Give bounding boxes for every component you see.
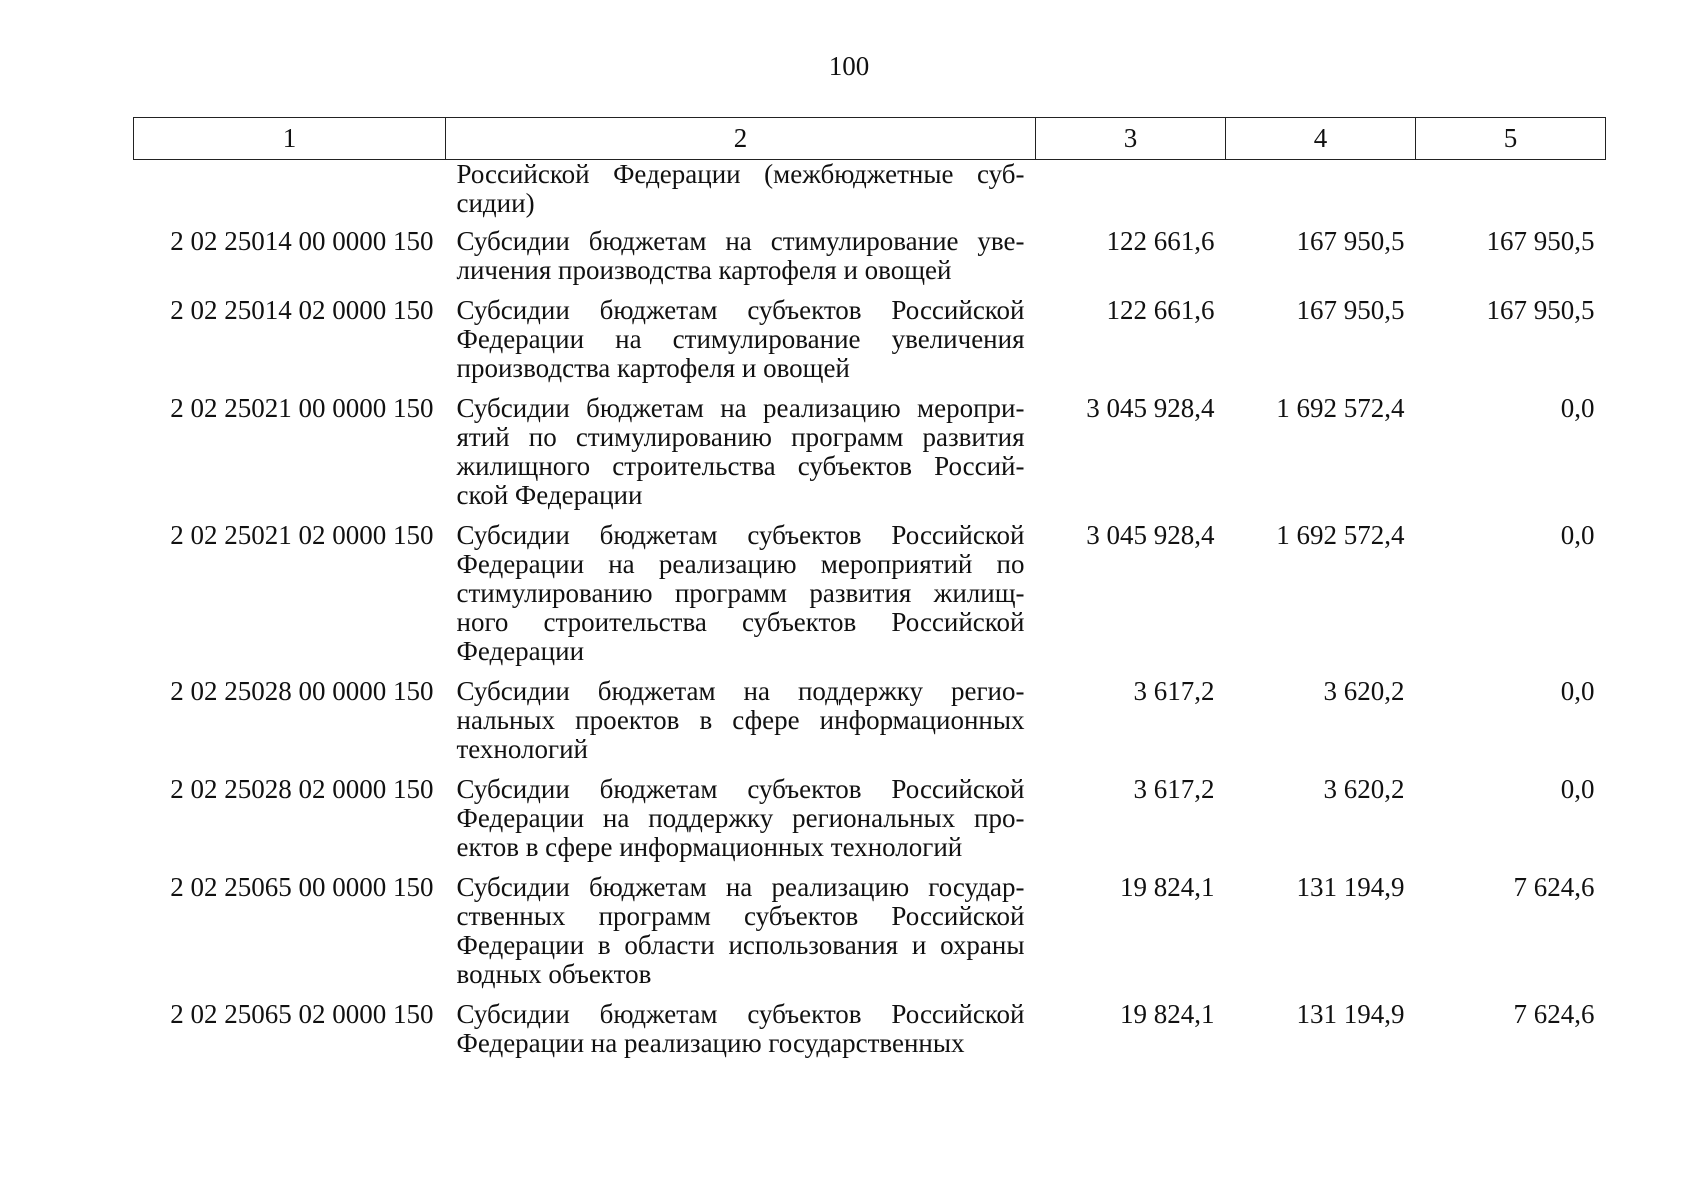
table-row [134, 775, 1606, 873]
row-code: 2 02 25028 00 0000 150 [170, 676, 434, 706]
table-header-row [134, 118, 1606, 160]
row-value-col3: 19 824,1 [1120, 999, 1215, 1029]
row-value-col3: 3 617,2 [1133, 774, 1215, 804]
row-value-col5: 7 624,6 [1513, 999, 1595, 1029]
row-value-col4: 3 620,2 [1323, 676, 1405, 706]
row-value-col3: 3 045 928,4 [1086, 520, 1215, 550]
row-value-col5: 0,0 [1560, 520, 1595, 550]
row-code: 2 02 25065 02 0000 150 [170, 999, 434, 1029]
table-row [134, 227, 1606, 296]
column-header-5: 5 [1416, 118, 1606, 160]
table-row [134, 677, 1606, 775]
row-value-col4: 131 194,9 [1296, 999, 1405, 1029]
row-code: 2 02 25021 00 0000 150 [170, 393, 434, 423]
table-row [134, 873, 1606, 1000]
row-value-col4: 167 950,5 [1296, 295, 1405, 325]
column-header-1: 1 [134, 118, 446, 160]
budget-table [133, 117, 1606, 1069]
row-name: Субсидии бюджетам субъектов Российской Федерации на реализацию государственных [456, 999, 1025, 1058]
row-name: Субсидии бюджетам субъектов Российской Федерации на поддержку региональных про-ектов в сфере информационных технологий [456, 774, 1025, 862]
row-name: Субсидии бюджетам на стимулирование уве-личения производства картофеля и овощей [456, 226, 1025, 285]
row-name: Субсидии бюджетам на реализацию государ-ственных программ субъектов Российской Федерации в области использования и охраны водных объектов [456, 872, 1025, 989]
row-value-col3 [1036, 160, 1226, 228]
row-name: Субсидии бюджетам на поддержку регио-нальных проектов в сфере информационных технологий [456, 676, 1025, 764]
row-value-col4: 3 620,2 [1323, 774, 1405, 804]
row-value-col5: 7 624,6 [1513, 872, 1595, 902]
row-code: 2 02 25014 02 0000 150 [170, 295, 434, 325]
row-value-col4: 131 194,9 [1296, 872, 1405, 902]
row-code: 2 02 25021 02 0000 150 [170, 520, 434, 550]
budget-table-container [133, 117, 1605, 1069]
page-number: 100 [828, 51, 870, 81]
row-value-col3: 3 045 928,4 [1086, 393, 1215, 423]
row-name: Субсидии бюджетам субъектов Российской Федерации на реализацию мероприятий по стимулированию программ развития жилищ-ного строительства субъектов Российской Федерации [456, 520, 1025, 666]
row-name: Субсидии бюджетам субъектов Российской Федерации на стимулирование увеличения производства картофеля и овощей [456, 295, 1025, 383]
column-header-4: 4 [1226, 118, 1416, 160]
table-header [134, 118, 1606, 160]
row-value-col4 [1226, 160, 1416, 228]
table-row [134, 160, 1606, 228]
column-header-3: 3 [1036, 118, 1226, 160]
table-row [134, 521, 1606, 677]
row-value-col5: 167 950,5 [1486, 295, 1595, 325]
row-value-col3: 19 824,1 [1120, 872, 1215, 902]
row-value-col4: 167 950,5 [1296, 226, 1405, 256]
table-body [134, 160, 1606, 1070]
row-value-col5: 167 950,5 [1486, 226, 1595, 256]
table-row [134, 394, 1606, 521]
row-code: 2 02 25028 02 0000 150 [170, 774, 434, 804]
column-header-2: 2 [446, 118, 1036, 160]
row-value-col4: 1 692 572,4 [1276, 393, 1405, 423]
row-code: 2 02 25065 00 0000 150 [170, 872, 434, 902]
row-code [134, 160, 446, 228]
row-value-col4: 1 692 572,4 [1276, 520, 1405, 550]
row-value-col3: 122 661,6 [1106, 295, 1215, 325]
row-name: Российской Федерации (межбюджетные суб-сидии) [456, 159, 1025, 218]
row-value-col5: 0,0 [1560, 393, 1595, 423]
table-row [134, 296, 1606, 394]
row-value-col5 [1416, 160, 1606, 228]
row-value-col5: 0,0 [1560, 676, 1595, 706]
row-value-col3: 122 661,6 [1106, 226, 1215, 256]
row-value-col5: 0,0 [1560, 774, 1595, 804]
row-code: 2 02 25014 00 0000 150 [170, 226, 434, 256]
table-row [134, 1000, 1606, 1069]
row-name: Субсидии бюджетам на реализацию меропри-ятий по стимулированию программ развития жилищного строительства субъектов Россий-ской Федерации [456, 393, 1025, 510]
row-value-col3: 3 617,2 [1133, 676, 1215, 706]
